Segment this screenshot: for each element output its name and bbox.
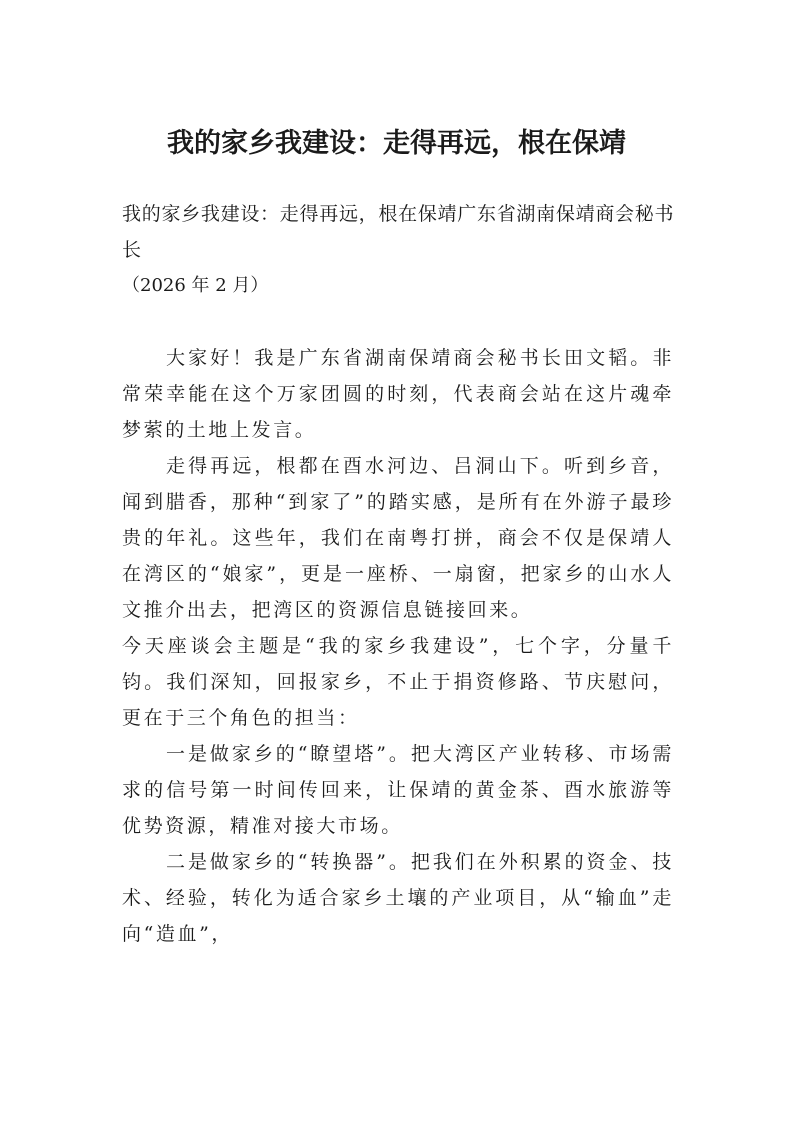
document-date: （2026 年 2 月） (122, 275, 269, 296)
paragraph-watchtower: 一是做家乡的“瞭望塔”。把大湾区产业转移、市场需求的信号第一时间传回来，让保靖的黄金茶、酉水旅游等优势资源，精准对接大市场。 (122, 743, 674, 837)
document-body (122, 196, 674, 952)
document-subtitle: 我的家乡我建设：走得再远，根在保靖广东省湖南保靖商会秘书长 (122, 203, 674, 261)
paragraph-greeting: 大家好！我是广东省湖南保靖商会秘书长田文韬。非常荣幸能在这个万家团圆的时刻，代表商会站在这片魂牵梦萦的土地上发言。 (122, 347, 674, 441)
paragraph-converter: 二是做家乡的“转换器”。把我们在外积累的资金、技术、经验，转化为适合家乡土壤的产业项目，从“输血”走向“造血”， (122, 851, 674, 945)
paragraph-roots: 走得再远，根都在酉水河边、吕洞山下。听到乡音，闻到腊香，那种“到家了”的踏实感，是所有在外游子最珍贵的年礼。这些年，我们在南粤打拼，商会不仅是保靖人在湾区的“娘家”，更是一座桥、一扇窗，把家乡的山水人文推介出去，把湾区的资源信息链接回来。 (122, 455, 674, 621)
blank-line (122, 304, 674, 340)
document-title: 我的家乡我建设：走得再远，根在保靖 (167, 128, 626, 159)
paragraph-theme: 今天座谈会主题是“我的家乡我建设”，七个字，分量千钧。我们深知，回报家乡，不止于捐资修路、节庆慰问，更在于三个角色的担当： (122, 635, 674, 729)
